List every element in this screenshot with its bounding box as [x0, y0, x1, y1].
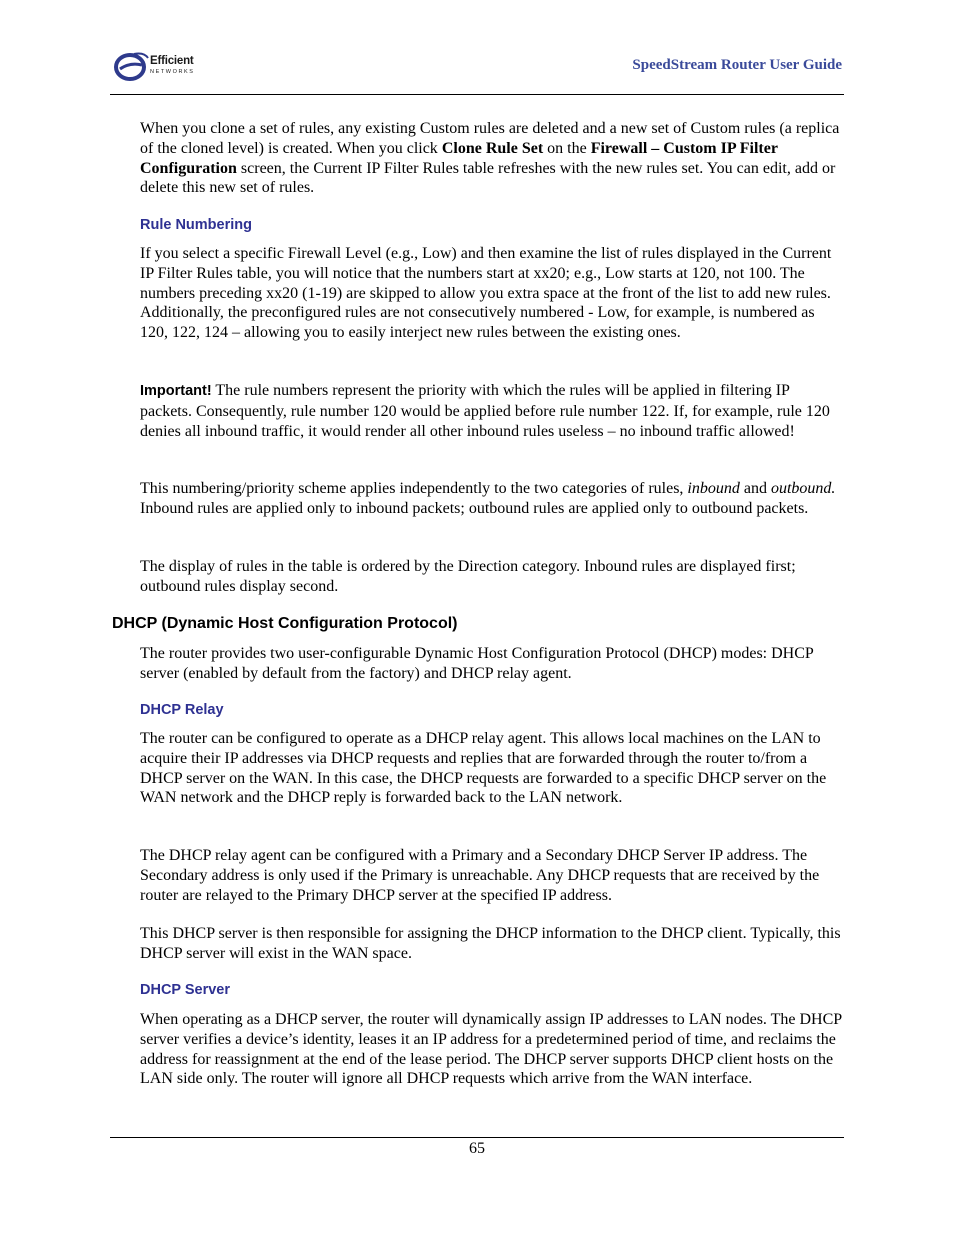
important-label: Important! — [140, 383, 212, 399]
paragraph-rule-numbering: If you select a specific Firewall Level (e.g., Low) and then examine the list of rules displayed in the Current IP Filter Rules table, you will notice that the numbers start at xx20; e.g., Low starts at 120, not 100. The numbers preceding xx20 (1-19) are skipped to allow you extra space at the front of the list to add new rules. Additionally, the preconfigured rules are not consecutively numbered - Low, for example, is numbered as 120, 122, 124 – allowing you to easily interject new rules between the existing ones. — [140, 245, 832, 342]
paragraph-dhcp-relay: The router can be configured to operate as a DHCP relay agent. This allows local machines on the LAN to acquire their IP addresses via DHCP requests and replies that are forwarded through the router to/from a DHCP server on the WAN. In this case, the DHCP requests are forwarded to a specific DHCP server on the WAN network and the DHCP reply is forwarded back to the LAN network. — [140, 730, 827, 807]
bold-firewall-custom-ip: Firewall – Custom IP Filter Configuration — [140, 139, 778, 177]
paragraph-dhcp-server: When operating as a DHCP server, the router will dynamically assign IP addresses to LAN nodes. The DHCP server verifies a device’s identity, leases it an IP address for a predetermined period of time, and reclaims the address for reassignment at the end of the lease period. The DHCP server supports DHCP client hosts on the LAN side only. The router will ignore all DHCP requests which arrive from the WAN interface. — [140, 1011, 842, 1088]
paragraph-dhcp-server-responsible: This DHCP server is then responsible for assigning the DHCP information to the DHCP client. Typically, this DHCP server will exist in the WAN space. — [140, 925, 841, 962]
guide-title: SpeedStream Router User Guide — [632, 57, 842, 73]
rule-numbering-heading: Rule Numbering — [140, 217, 252, 233]
paragraph-dhcp-modes: The router provides two user-configurable Dynamic Host Configuration Protocol (DHCP) modes: DHCP server (enabled by default from the factory) and DHCP relay agent. — [140, 645, 814, 682]
paragraph-important: Important! The rule numbers represent the priority with which the rules will be applied in filtering IP packets. Consequently, rule number 120 would be applied before rule number 122. If, for example, rule 120 denies all inbound traffic, it would render all other inbound rules useless – no inbound traffic allowed! — [140, 382, 830, 440]
paragraph-numbering-scheme: This numbering/priority scheme applies independently to the two categories of rules, inbound and outbound. Inbound rules are applied only to inbound packets; outbound rules are applied only to outbound packets. — [140, 480, 836, 517]
bold-clone-rule-set: Clone Rule Set — [441, 139, 544, 157]
page-number: 65 — [469, 1140, 485, 1157]
logo-text: Efficient — [150, 55, 194, 67]
dhcp-section-heading: DHCP (Dynamic Host Configuration Protocol) — [112, 615, 458, 632]
dhcp-server-heading: DHCP Server — [140, 982, 231, 998]
paragraph-clone-rules: When you clone a set of rules, any existing Custom rules are deleted and a new set of Custom rules (a replica of the cloned level) is created. When you click Clone Rule Set on the Firewall – Custom IP Filter Configuration screen, the Current IP Filter Rules table refreshes with the new rules set. You can edit, add or delete this new set of rules. — [140, 120, 840, 197]
paragraph-relay-primary-secondary: The DHCP relay agent can be configured with a Primary and a Secondary DHCP Server IP address. The Secondary address is only used if the Primary is unreachable. Any DHCP requests that are received by the router are relayed to the Primary DHCP server at the specified IP address. — [140, 847, 820, 904]
efficient-networks-logo — [114, 50, 234, 84]
logo-swoosh-icon — [114, 50, 150, 84]
logo-subtext: NETWORKS — [150, 69, 195, 75]
dhcp-relay-heading: DHCP Relay — [140, 702, 224, 718]
footer-divider — [110, 1137, 844, 1138]
paragraph-display-order: The display of rules in the table is ordered by the Direction category. Inbound rules are displayed first; outbound rules display second. — [140, 558, 796, 595]
header-divider — [110, 94, 844, 95]
